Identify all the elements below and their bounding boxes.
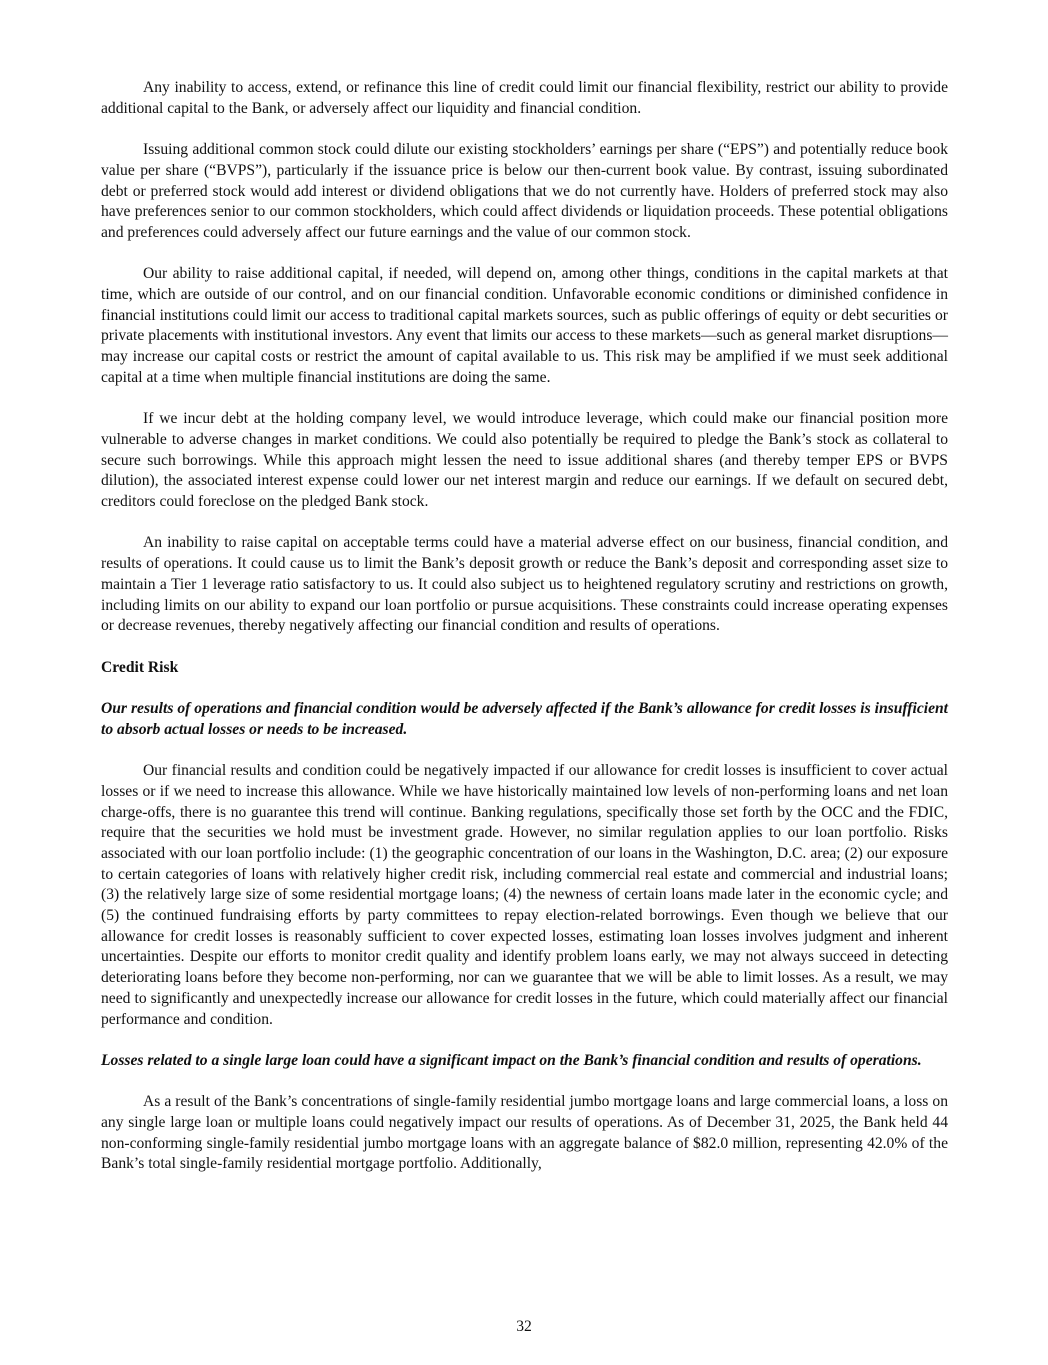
paragraph-capital-inability: An inability to raise capital on acceptable terms could have a material adverse effect on our business, financial condition, and results of operations. It could cause us to limit the Bank’s deposit growth or reduce the Bank’s deposit and corresponding asset size to maintain a Tier 1 leverage ratio satisfactory to us. It could also subject us to heightened regulatory scrutiny and restrictions on growth, including limits on our ability to expand our loan portfolio or pursue acquisitions. These constraints could increase operating expenses or decrease revenues, thereby negatively affecting our financial condition and results of operations.: [101, 534, 948, 635]
risk-body-single-large-loan: As a result of the Bank’s concentrations of single-family residential jumbo mortgage loans and large commercial loans, a loss on any single large loan or multiple loans could negatively impact our results of operations. As of December 31, 2025, the Bank held 44 non-conforming single-family residential jumbo mortgage loans with an aggregate balance of $82.0 million, representing 42.0% of the Bank’s total single-family residential mortgage portfolio. Additionally,: [101, 1093, 948, 1173]
risk-title-single-large-loan: Losses related to a single large loan could have a significant impact on the Bank’s financial condition and results of operations.: [101, 1051, 922, 1069]
section-heading-credit-risk: Credit Risk: [101, 658, 179, 676]
document-page: [101, 78, 948, 1196]
paragraph-credit-line-access: Any inability to access, extend, or refinance this line of credit could limit our financial flexibility, restrict our ability to provide additional capital to the Bank, or adversely affect our liquidity and financial condition.: [101, 79, 948, 117]
paragraph-holding-company-debt: If we incur debt at the holding company level, we would introduce leverage, which could make our financial position more vulnerable to adverse changes in market conditions. We could also potentially be required to pledge the Bank’s stock as collateral to secure such borrowings. While this approach might lessen the need to issue additional shares (and thereby temper EPS or BVPS dilution), the associated interest expense could lower our net interest margin and reduce our earnings. If we default on secured debt, creditors could foreclose on the pledged Bank stock.: [101, 410, 948, 511]
risk-title-allowance: Our results of operations and financial condition would be adversely affected if the Bank’s allowance for credit losses is insufficient to absorb actual losses or needs to be increased.: [101, 700, 948, 738]
page-number: 32: [516, 1318, 532, 1335]
risk-body-allowance: Our financial results and condition could be negatively impacted if our allowance for credit losses is insufficient to cover actual losses or if we need to increase this allowance. While we have historically maintained low levels of non-performing loans and net loan charge-offs, there is no guarantee this trend will continue. Banking regulations, specifically those set forth by the OCC and the FDIC, require that the securities we hold must be investment grade. However, no similar regulation applies to our loan portfolio. Risks associated with our loan portfolio include: (1) the geographic concentration of our loans in the Washington, D.C. area; (2) our exposure to certain categories of loans with relatively higher credit risk, including commercial real estate and commercial and industrial loans; (3) the relatively large size of some residential mortgage loans; (4) the newness of certain loans made later in the economic cycle; and (5) the continued fundraising efforts by party committees to repay election-related borrowings. Even though we believe that our allowance for credit losses is reasonably sufficient to cover expected losses, estimating loan losses involves judgment and inherent uncertainties. Despite our efforts to monitor credit quality and identify problem loans early, we may not always succeed in detecting deteriorating loans before they become non-performing, nor can we guarantee that we will be able to limit losses. As a result, we may need to significantly and unexpectedly increase our allowance for credit losses in the future, which could materially affect our financial performance and condition.: [101, 762, 948, 1028]
paragraph-stock-dilution: Issuing additional common stock could dilute our existing stockholders’ earnings per share (“EPS”) and potentially reduce book value per share (“BVPS”), particularly if the issuance price is below our then-current book value. By contrast, issuing subordinated debt or preferred stock would add interest or dividend obligations that we do not currently have. Holders of preferred stock may also have preferences senior to our common stockholders, which could affect dividends or liquidation proceeds. These potential obligations and preferences could adversely affect our future earnings and the value of our common stock.: [101, 141, 948, 241]
paragraph-capital-markets: Our ability to raise additional capital, if needed, will depend on, among other things, conditions in the capital markets at that time, which are outside of our control, and on our financial condition. Unfavorable economic conditions or diminished confidence in financial institutions could limit our access to traditional capital markets sources, such as public offerings of equity or debt securities or private placements with institutional investors. Any event that limits our access to these markets—such as general market disruptions—may increase our capital costs or restrict the amount of capital available to us. This risk may be amplified if we must seek additional capital at a time when multiple financial institutions are doing the same.: [101, 265, 948, 386]
